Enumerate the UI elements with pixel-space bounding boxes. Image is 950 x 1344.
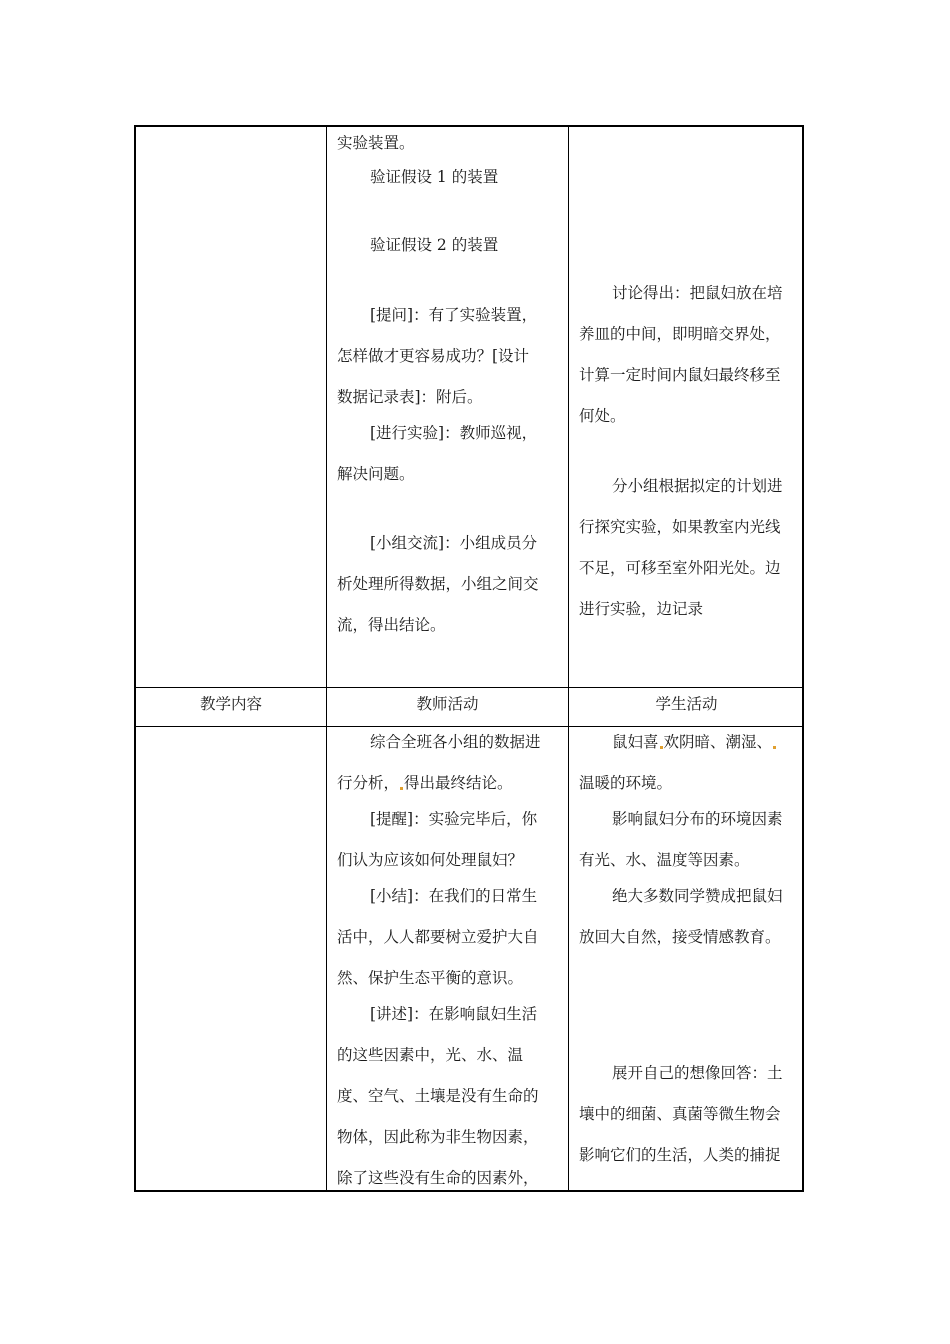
- paragraph-line: [讲述]：在影响鼠妇生活: [370, 1005, 538, 1023]
- paragraph-line: 展开自己的想像回答：土: [612, 1064, 783, 1082]
- header-teacher-activity: 教师活动: [416, 695, 479, 713]
- paragraph-line: 数据记录表]：附后。: [337, 388, 483, 406]
- header-bottom-rule: [136, 726, 802, 727]
- paragraph-line: 解决问题。: [337, 465, 415, 483]
- paragraph-line: 何处。: [579, 407, 626, 425]
- highlight-mark: [400, 787, 403, 790]
- text-run: 行分析，: [337, 774, 400, 792]
- paragraph-line: 影响鼠妇分布的环境因素: [612, 810, 783, 828]
- paragraph-line: [小组交流]：小组成员分: [370, 534, 538, 552]
- paragraph-line: 不足，可移至室外阳光处。边: [579, 559, 781, 577]
- paragraph-line: [337, 773, 513, 793]
- paragraph-line: 温暖的环境。: [579, 774, 673, 792]
- paragraph-line: [进行实验]：教师巡视，: [370, 424, 538, 442]
- paragraph-line: 度、空气、土壤是没有生命的: [337, 1087, 539, 1105]
- lesson-table: [134, 125, 804, 1192]
- paragraph-line: 除了这些没有生命的因素外，: [337, 1169, 539, 1187]
- paragraph-line: 析处理所得数据，小组之间交: [337, 575, 539, 593]
- paragraph-line: 进行实验，边记录: [579, 600, 704, 618]
- text-run: 鼠妇喜: [612, 733, 659, 751]
- column-divider-1: [326, 127, 327, 1190]
- header-top-rule: [136, 687, 802, 688]
- paragraph-line: 们认为应该如何处理鼠妇？: [337, 851, 524, 869]
- paragraph-line: 放回大自然，接受情感教育。: [579, 928, 781, 946]
- paragraph-line: 活中，人人都要树立爱护大自: [337, 928, 539, 946]
- paragraph-line: 壤中的细菌、真菌等微生物会: [579, 1105, 781, 1123]
- paragraph-line: 验证假设 2 的装置: [370, 236, 499, 254]
- paragraph-line: 物体，因此称为非生物因素，: [337, 1128, 539, 1146]
- header-student-activity: 学生活动: [655, 695, 718, 713]
- paragraph-line: 有光、水、温度等因素。: [579, 851, 750, 869]
- text-run: 得出最终结论。: [404, 774, 513, 792]
- paragraph-line: 影响它们的生活，人类的捕捉: [579, 1146, 781, 1164]
- paragraph-line: 计算一定时间内鼠妇最终移至: [579, 366, 781, 384]
- highlight-mark: [660, 746, 663, 749]
- paragraph-line: [小结]：在我们的日常生: [370, 887, 538, 905]
- paragraph-line: 分小组根据拟定的计划进: [612, 477, 783, 495]
- paragraph-line: 流，得出结论。: [337, 616, 446, 634]
- paragraph-line: 行探究实验，如果教室内光线: [579, 518, 781, 536]
- paragraph-line: [612, 732, 777, 752]
- text-run: 欢阴暗、潮湿、: [663, 733, 773, 751]
- paragraph-line: [提问]：有了实验装置，: [370, 306, 538, 324]
- highlight-mark: [773, 746, 776, 749]
- paragraph-line: 验证假设 1 的装置: [370, 168, 499, 186]
- paragraph-line: 的这些因素中，光、水、温: [337, 1046, 524, 1064]
- header-teaching-content: 教学内容: [199, 695, 262, 713]
- paragraph-line: 综合全班各小组的数据进: [370, 733, 541, 751]
- paragraph-line: 然、保护生态平衡的意识。: [337, 969, 524, 987]
- paragraph-line: 养皿的中间，即明暗交界处，: [579, 325, 781, 343]
- paragraph-line: 讨论得出：把鼠妇放在培: [612, 284, 783, 302]
- paragraph-line: [提醒]：实验完毕后，你: [370, 810, 538, 828]
- paragraph-line: 实验装置。: [337, 134, 415, 152]
- column-divider-2: [568, 127, 569, 1190]
- paragraph-line: 怎样做才更容易成功？[设计: [337, 347, 530, 365]
- paragraph-line: 绝大多数同学赞成把鼠妇: [612, 887, 783, 905]
